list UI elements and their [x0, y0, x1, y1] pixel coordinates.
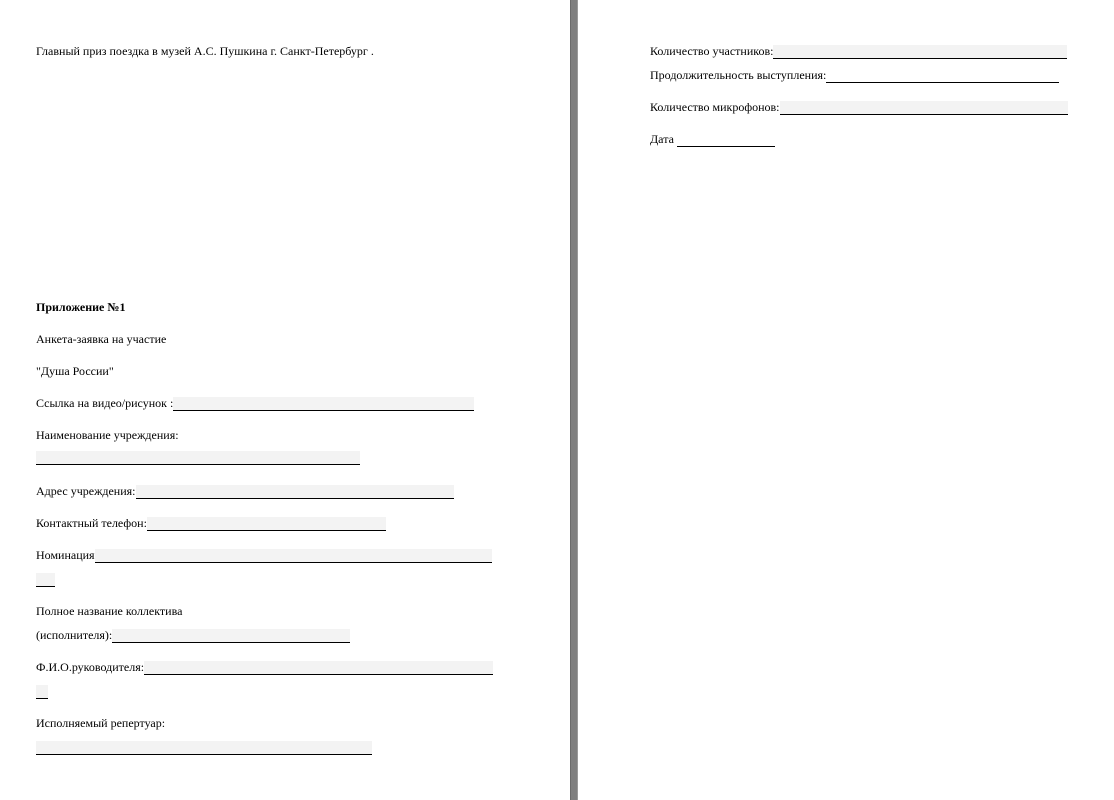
- contact-phone-field[interactable]: [147, 517, 386, 531]
- nomination-row-continued: [36, 571, 55, 587]
- repertoire-label: Исполняемый репертуар:: [36, 716, 166, 730]
- leader-name-field-continued[interactable]: [36, 685, 48, 699]
- collective-name-label-line2: (исполнителя):: [36, 628, 113, 642]
- contest-name: "Душа России": [36, 364, 114, 378]
- institution-name-row: [36, 449, 360, 465]
- nomination-field[interactable]: [95, 549, 492, 563]
- microphones-field[interactable]: [780, 101, 1068, 115]
- microphones-row: [650, 99, 1068, 115]
- collective-name-row: [36, 627, 350, 643]
- date-row: [650, 131, 775, 147]
- institution-name-label: Наименование учреждения:: [36, 428, 179, 442]
- institution-address-row: [36, 483, 454, 499]
- participants-label: Количество участников:: [650, 44, 774, 58]
- collective-name-field[interactable]: [112, 629, 350, 643]
- nomination-row: [36, 547, 492, 563]
- contact-phone-row: [36, 515, 386, 531]
- repertoire-row: [36, 739, 372, 755]
- microphones-label: Количество микрофонов:: [650, 100, 780, 114]
- leader-name-row-continued: [36, 683, 48, 699]
- duration-field[interactable]: [826, 69, 1059, 83]
- video-link-field[interactable]: [173, 397, 474, 411]
- duration-label: Продолжительность выступления:: [650, 68, 827, 82]
- form-title: Анкета-заявка на участие: [36, 332, 167, 346]
- page-divider: [570, 0, 578, 800]
- document-page-right: [578, 0, 1114, 800]
- participants-row: [650, 43, 1067, 59]
- appendix-heading: Приложение №1: [36, 300, 126, 314]
- leader-name-label: Ф.И.О.руководителя:: [36, 660, 145, 674]
- repertoire-field[interactable]: [36, 741, 372, 755]
- date-field[interactable]: [677, 133, 775, 147]
- video-link-row: [36, 395, 474, 411]
- duration-row: [650, 67, 1059, 83]
- contact-phone-label: Контактный телефон:: [36, 516, 147, 530]
- prize-text: Главный приз поездка в музей А.С. Пушкина г. Санкт-Петербург .: [36, 44, 374, 58]
- institution-address-field[interactable]: [136, 485, 454, 499]
- date-label: Дата: [650, 132, 674, 146]
- collective-name-label-line1: Полное название коллектива: [36, 604, 183, 618]
- nomination-field-continued[interactable]: [36, 573, 55, 587]
- leader-name-field[interactable]: [144, 661, 493, 675]
- institution-name-field[interactable]: [36, 451, 360, 465]
- participants-field[interactable]: [773, 45, 1067, 59]
- nomination-label: Номинация: [36, 548, 95, 562]
- institution-address-label: Адрес учреждения:: [36, 484, 136, 498]
- leader-name-row: [36, 659, 493, 675]
- video-link-label: Ссылка на видео/рисунок :: [36, 396, 174, 410]
